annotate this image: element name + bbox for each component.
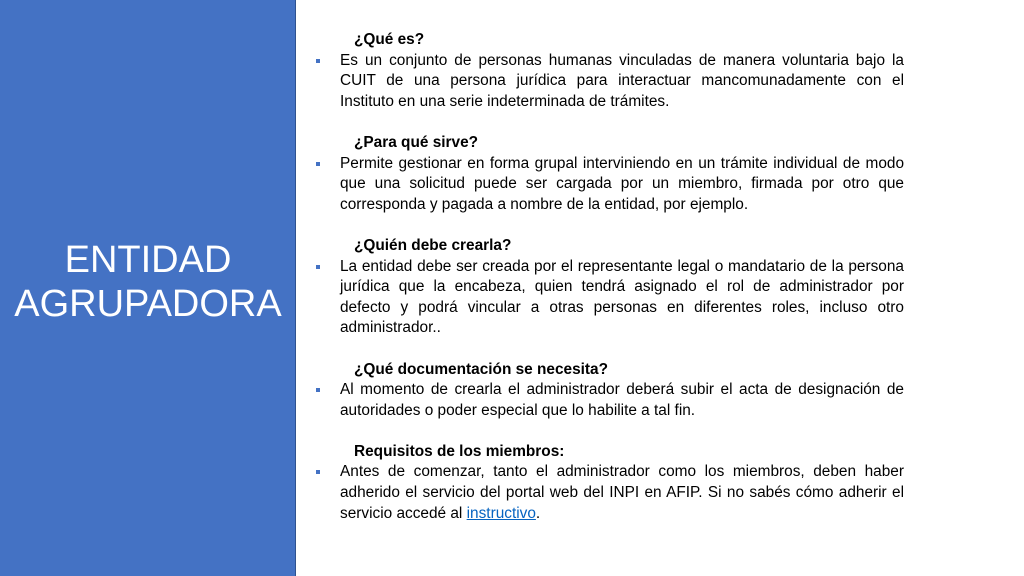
square-bullet-icon	[316, 162, 320, 166]
section-documentacion	[316, 360, 904, 422]
section-heading: ¿Qué documentación se necesita?	[354, 360, 609, 378]
bullet-text: Antes de comenzar, tanto el administrador como los miembros, deben haber adherido el servicio del portal web del INPI en AFIP. Si no sabés cómo adherir el servicio accedé al	[340, 463, 904, 522]
section-para-que-sirve	[316, 133, 904, 215]
bullet-text: Permite gestionar en forma grupal interviniendo en un trámite individual de modo que una solicitud puede ser cargada por un miembro, firmada por otro que corresponda y pagada a nombre de la entidad, por ejemplo.	[340, 154, 904, 213]
square-bullet-icon	[316, 265, 320, 269]
bullet-item	[316, 154, 904, 216]
square-bullet-icon	[316, 388, 320, 392]
section-heading: Requisitos de los miembros:	[354, 442, 565, 460]
bullet-text: Es un conjunto de personas humanas vinculadas de manera voluntaria bajo la CUIT de una persona jurídica para interactuar mancomunadamente con el Instituto en una serie indeterminada de trámites.	[340, 51, 904, 110]
trailing-punctuation: .	[535, 504, 541, 522]
instructivo-link[interactable]: instructivo	[466, 504, 536, 522]
sidebar-panel	[0, 0, 296, 576]
title-line-1: ENTIDAD	[64, 239, 232, 281]
bullet-text: La entidad debe ser creada por el representante legal o mandatario de la persona jurídica que la encabeza, quien tendrá asignado el rol de administrador por defecto y podrá vincular a otras personas en diferentes roles, incluso otro administrador..	[340, 257, 904, 337]
square-bullet-icon	[316, 59, 320, 63]
bullet-item	[316, 51, 904, 113]
slide-title	[0, 238, 296, 326]
square-bullet-icon	[316, 470, 320, 474]
section-heading: ¿Para qué sirve?	[354, 133, 479, 151]
bullet-item	[316, 380, 904, 421]
bullet-text: Al momento de crearla el administrador deberá subir el acta de designación de autoridades o poder especial que lo habilite a tal fin.	[340, 381, 904, 419]
section-heading: ¿Quién debe crearla?	[354, 236, 512, 254]
section-que-es	[316, 30, 904, 112]
section-requisitos	[316, 442, 904, 524]
section-quien-debe-crearla	[316, 236, 904, 339]
title-line-2: AGRUPADORA	[14, 283, 282, 325]
content-area	[316, 30, 904, 545]
bullet-item	[316, 257, 904, 339]
section-heading: ¿Qué es?	[354, 31, 425, 48]
bullet-item	[316, 462, 904, 524]
